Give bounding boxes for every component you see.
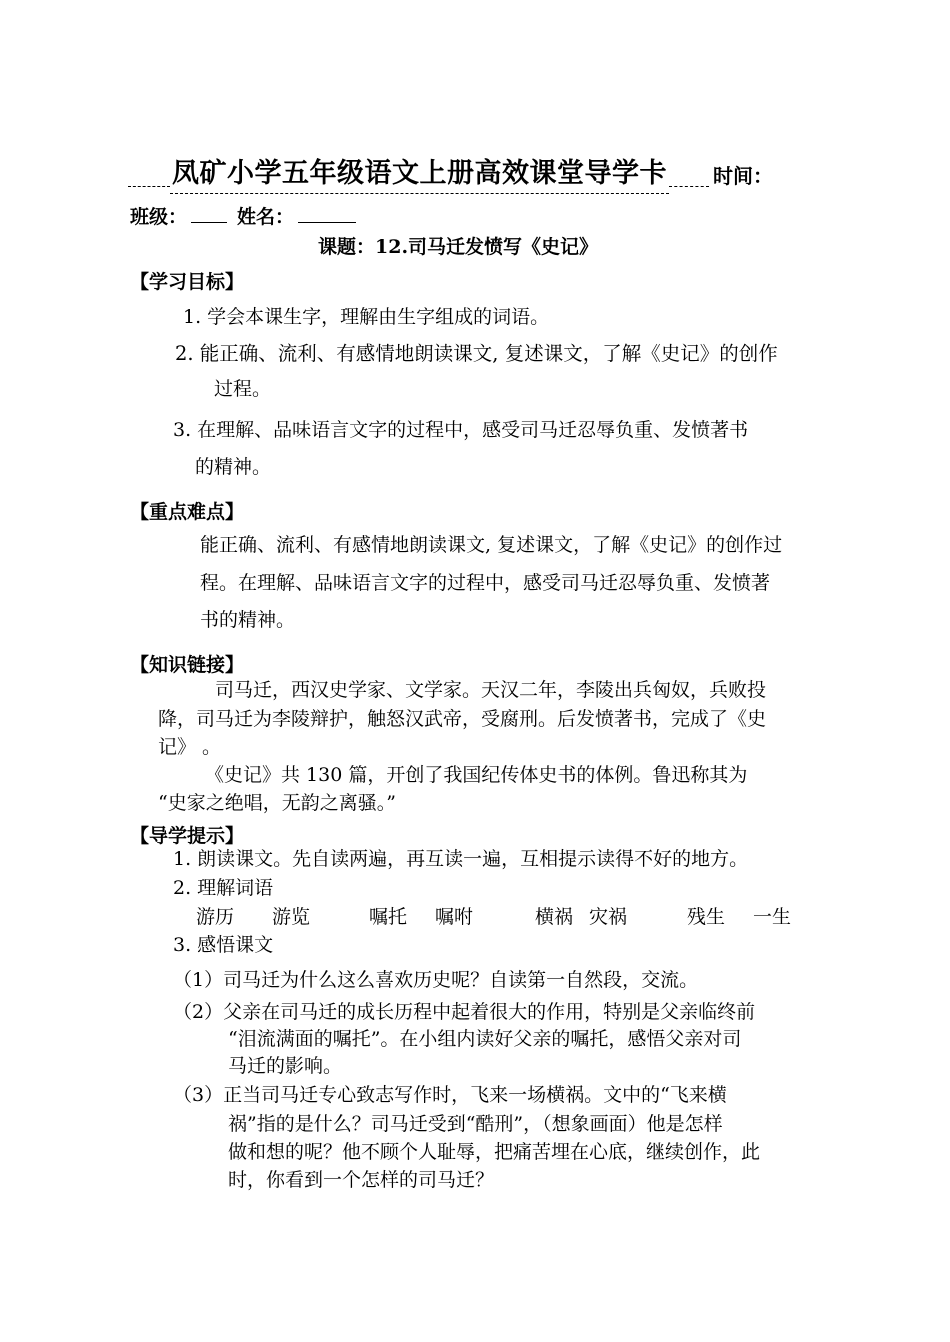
knowledge-p2-line-1: 《史记》共 130 篇，开创了我国纪传体史书的体例。鲁迅称其为 — [205, 764, 748, 786]
key-points-line-3: 书的精神。 — [200, 609, 296, 631]
knowledge-p1-line-1: 司马迁，西汉史学家、文学家。天汉二年，李陵出兵匈奴，兵败投 — [215, 679, 767, 701]
question-2-line-1: （2）父亲在司马迁的成长历程中起着很大的作用，特别是父亲临终前 — [173, 1001, 756, 1023]
knowledge-heading: 【知识链接】 — [130, 654, 245, 676]
time-label: 时间： — [713, 164, 773, 188]
question-3-line-2: 祸”指的是什么？司马迁受到“酷刑”，（想象画面）他是怎样 — [228, 1113, 723, 1135]
name-blank[interactable] — [298, 204, 356, 223]
question-3-line-3: 做和想的呢？他不顾个人耻辱，把痛苦埋在心底，继续创作，此 — [228, 1141, 761, 1163]
lesson-subject: 课题：12.司马迁发愤写《史记》 — [318, 236, 599, 258]
question-2-line-2: “泪流满面的嘱托”。在小组内读好父亲的嘱托，感悟父亲对司 — [228, 1028, 742, 1050]
objective-item-3-line-2: 的精神。 — [195, 456, 272, 478]
knowledge-p1-line-3: 记》 。 — [158, 736, 222, 758]
objective-item-3-line-1: 3. 在理解、品味语言文字的过程中，感受司马迁忍辱负重、发愤著书 — [173, 419, 749, 441]
key-points-line-2: 程。在理解、品味语言文字的过程中，感受司马迁忍辱负重、发愤著 — [200, 572, 771, 594]
objective-item-2-line-1: 2. 能正确、流利、有感情地朗读课文, 复述课文，了解《史记》的创作 — [175, 342, 778, 365]
objectives-heading: 【学习目标】 — [130, 271, 245, 293]
knowledge-p2-line-2: “史家之绝唱，无韵之离骚。” — [158, 792, 396, 814]
question-3-line-4: 时，你看到一个怎样的司马迁？ — [228, 1169, 495, 1191]
title-underline-tail — [669, 186, 709, 187]
objective-item-1: 1. 学会本课生字，理解由生字组成的词语。 — [183, 306, 550, 328]
question-1: （1）司马迁为什么这么喜欢历史呢？自读第一自然段，交流。 — [173, 969, 699, 991]
question-3-line-1: （3）正当司马迁专心致志写作时，飞来一场横祸。文中的“飞来横 — [173, 1084, 727, 1106]
vocab-word: 一生 — [753, 906, 792, 928]
class-blank[interactable] — [191, 204, 227, 223]
vocab-word: 游历 — [196, 906, 235, 928]
title-underline-lead — [128, 186, 170, 187]
guide-heading: 【导学提示】 — [130, 825, 245, 847]
class-name-row — [130, 202, 356, 229]
vocab-word: 横祸 — [535, 906, 574, 928]
title-row — [128, 150, 773, 194]
name-label: 姓名： — [237, 206, 295, 228]
guide-step-1: 1. 朗读课文。先自读两遍，再互读一遍，互相提示读得不好的地方。 — [173, 848, 749, 870]
key-points-line-1: 能正确、流利、有感情地朗读课文, 复述课文，了解《史记》的创作过 — [200, 534, 783, 556]
objective-item-2-line-2: 过程。 — [214, 378, 272, 400]
question-2-line-3: 马迁的影响。 — [228, 1055, 343, 1077]
knowledge-p1-line-2: 降，司马迁为李陵辩护，触怒汉武帝，受腐刑。后发愤著书，完成了《史 — [158, 708, 767, 730]
vocab-word: 游览 — [272, 906, 311, 928]
vocab-word: 灾祸 — [589, 906, 628, 928]
page-title: 凤矿小学五年级语文上册高效课堂导学卡 — [170, 151, 669, 194]
vocab-word: 嘱托 — [369, 906, 408, 928]
class-label: 班级： — [130, 206, 188, 228]
guide-step-2: 2. 理解词语 — [173, 877, 274, 899]
vocab-word: 残生 — [687, 906, 726, 928]
key-points-heading: 【重点难点】 — [130, 501, 245, 523]
vocab-word: 嘱咐 — [435, 906, 474, 928]
guide-step-3: 3. 感悟课文 — [173, 934, 274, 956]
